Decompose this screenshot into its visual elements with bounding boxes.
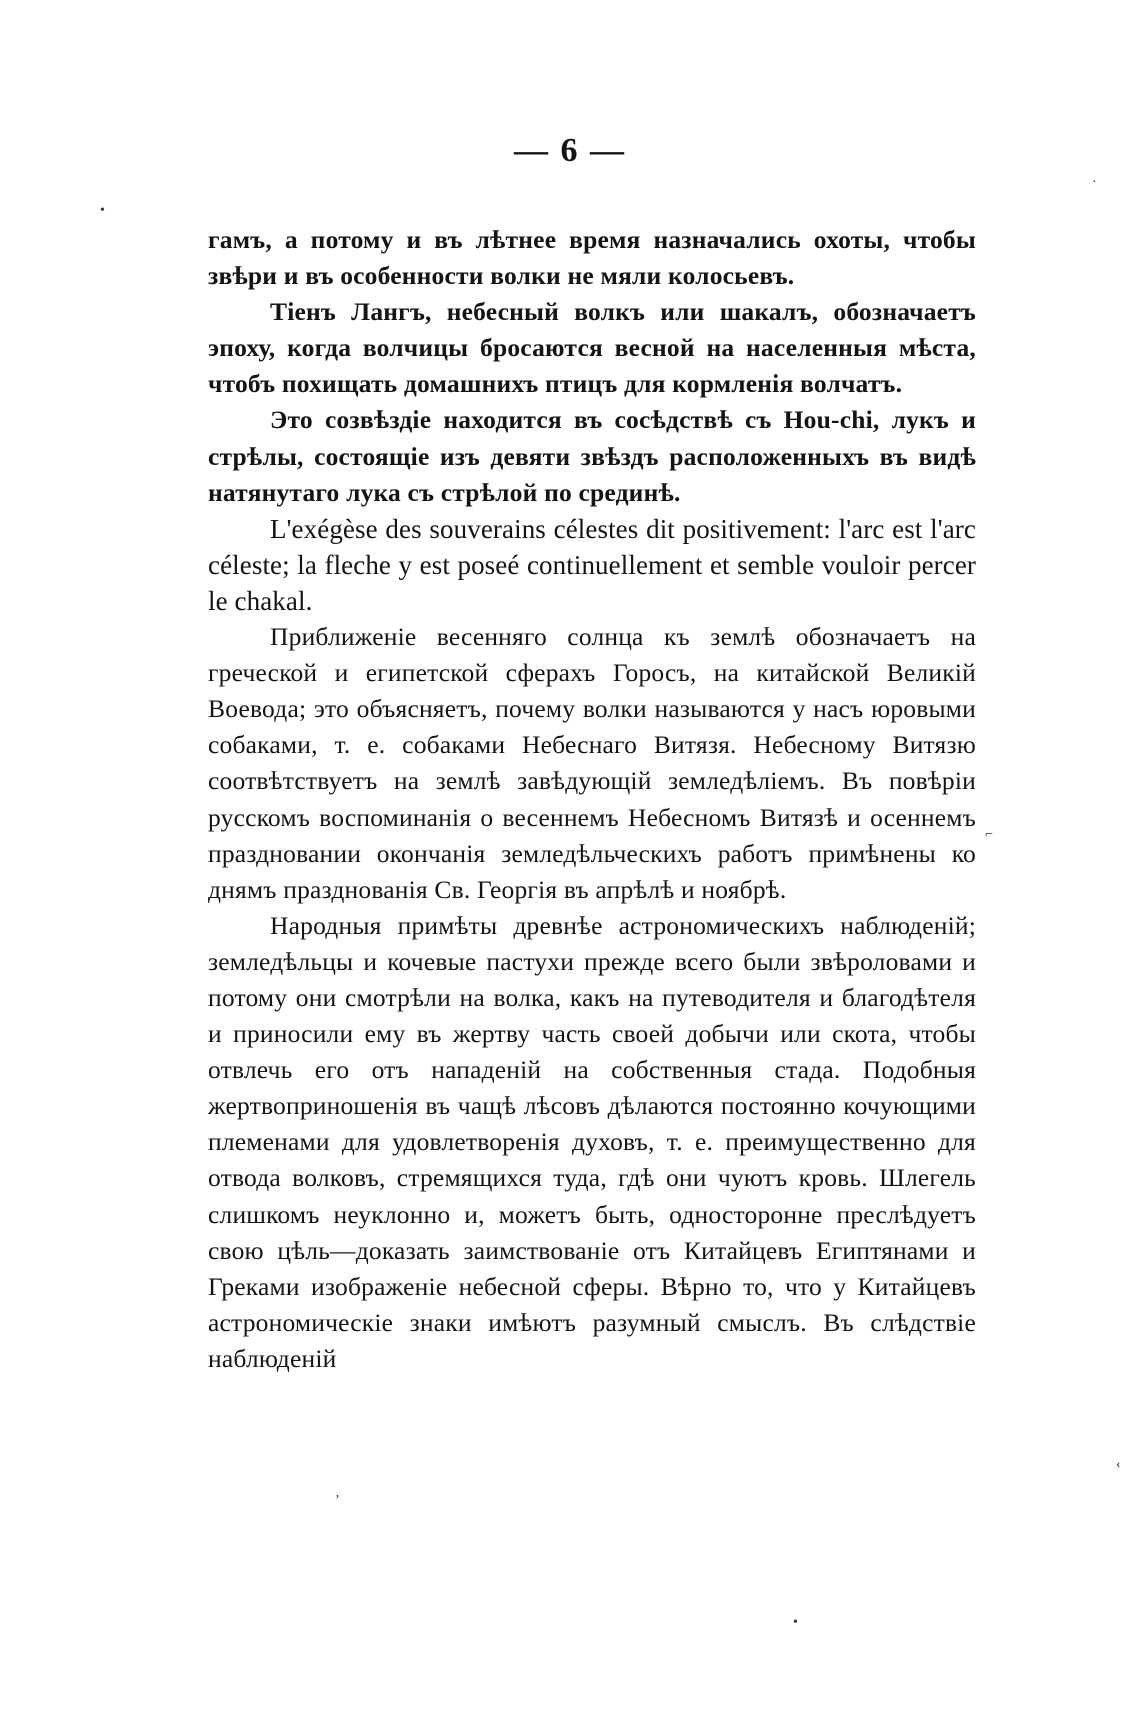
page-number: — 6 — <box>514 132 626 169</box>
paragraph-constellation: Это созвѣздіе находится въ сосѣдствѣ съ Hou-chi, лукъ и стрѣлы, состоящіе изъ девяти звѣздъ расположенныхъ въ видѣ натянутаго лука съ стрѣлой по срединѣ. <box>208 405 976 507</box>
scan-speck: • <box>793 1615 798 1630</box>
paragraph-spring-sun: Приближеніе весенняго солнца къ землѣ обозначаетъ на греческой и египетской сферахъ Горосъ, на китайской Великій Воевода; это объясняетъ, почему волки называются у насъ юровыми собаками, т. е. собаками Небеснаго Витязя. Небесному Витязю соотвѣтствуетъ на землѣ завѣдующій земледѣліемъ. Въ повѣріи русскомъ воспоминанія о весеннемъ Небесномъ Витязѣ и осеннемъ праздновании окончанія земледѣльческихъ работъ примѣнены ко днямъ празднованія Св. Георгія въ апрѣлѣ и ноябрѣ. <box>208 622 976 904</box>
scan-speck: ’ <box>335 1493 340 1508</box>
paragraph-french-quote: L'exégèse des souverains célestes dit positivement: l'arc est l'arc céleste; la fleche y est poseé continuellement et semble vouloir percer le chakal. <box>208 513 976 616</box>
paragraph-folk-signs: Народныя примѣты древнѣе астрономическихъ наблюденій; земледѣльцы и кочевые пастухи прежде всего были звѣроловами и потому они смотрѣли на волка, какъ на путеводителя и благодѣтеля и приносили ему въ жертву часть своей добычи или скота, чтобы отвлечь его отъ нападеній на собственныя стада. Подобныя жертвоприношенія въ чащѣ лѣсовъ дѣлаются постоянно кочующими племенами для удовлетворенія духовъ, т. е. преимущественно для отвода волковъ, стремящихся туда, гдѣ они чуютъ кровь. Шлегель слишкомъ неуклонно и, можетъ быть, односторонне преслѣдуетъ свою цѣль—доказать заимствованіе отъ Китайцевъ Египтянами и Греками изображеніе небесной сферы. Вѣрно то, что у Китайцевъ астрономическіе знаки имѣютъ разумный смыслъ. Въ слѣдствіе наблюденій <box>208 910 976 1373</box>
body-text <box>208 222 976 1377</box>
paragraph-tien-lang: Тіенъ Лангъ, небесный волкъ или шакалъ, обозначаетъ эпоху, когда волчицы бросаются весной на населенныя мѣста, чтобъ похищать домашнихъ птицъ для кормленія волчатъ. <box>208 297 976 399</box>
paragraph-continuation: гамъ, а потому и въ лѣтнее время назначались охоты, чтобы звѣри и въ особенности волки не мяли колосьевъ. <box>208 225 976 291</box>
scan-speck: ‹ <box>1116 1457 1121 1472</box>
scan-speck: ⌐ <box>985 827 993 842</box>
scan-speck: • <box>100 203 105 218</box>
scan-speck: · <box>1092 175 1097 190</box>
